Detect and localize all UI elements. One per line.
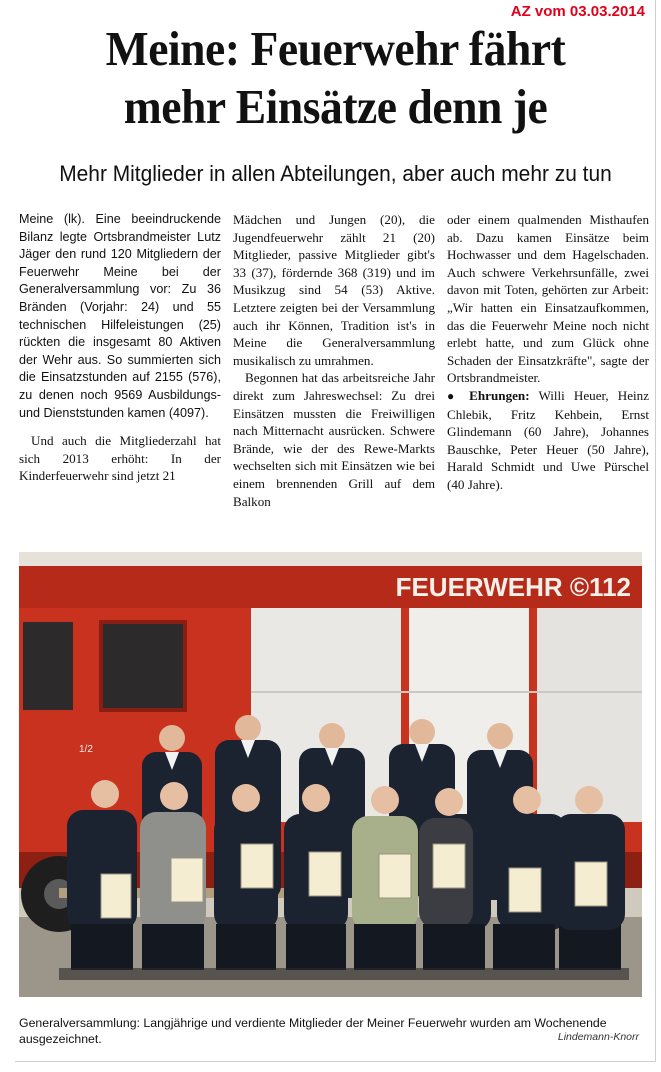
article-column-2: [233, 211, 435, 510]
cab-window-left: [23, 622, 73, 710]
photo-credit: Lindemann-Knorr: [557, 1031, 639, 1043]
headline-line-2: mehr Einsätze denn je: [123, 79, 548, 134]
group-photo: [19, 552, 642, 997]
cab-window: [101, 622, 185, 710]
honors-text: Willi Heuer, Heinz Chlebik, Fritz Kehbein, Ernst Glindemann (60 Jahre), Johannes Bauschke, Peter Heuer (50 Jahre), Harald Schmidt und Uwe Pürschel (40 Jahre).: [447, 387, 650, 492]
article-column-3: [447, 211, 649, 494]
paragraph: Mädchen und Jungen (20), die Jugendfeuerwehr zählt 21 (20) Mitglieder, passive Mitglieder gibt's 33 (37), fördernde 368 (319) und im Musikzug sind 54 (53) Aktive. Letztere zeigten bei der Versammlung auch ihr Können, Tradition ist's in Meine die Generalversammlung musikalisch zu umrahmen.: [233, 212, 435, 368]
article-body: [19, 211, 650, 547]
headline-line-1: Meine: Feuerwehr fährt: [105, 21, 566, 76]
honors-paragraph: [447, 387, 649, 494]
article-column-1: [19, 211, 221, 485]
paragraph: Und auch die Mitgliederzahl hat sich 2013 erhöht: In der Kinderfeuerwehr sind jetzt 21: [19, 433, 221, 484]
paragraph: Begonnen hat das arbeitsreiche Jahr direkt zum Jahreswechsel: Zu drei Einsätzen mussten die Freiwilligen nach Mitternacht ausrücken. Schwere Brände, wie der des Rewe-Markts wechselten sich mit Einsätzen wie bei einem brennenden Grill auf dem Balkon: [233, 370, 435, 509]
subheadline: Mehr Mitglieder in allen Abteilungen, aber auch mehr zu tun: [59, 161, 612, 186]
source-label: AZ vom 03.03.2014: [510, 3, 645, 20]
lead-paragraph: Meine (lk). Eine beeindruckende Bilanz legte Ortsbrandmeister Lutz Jäger den rund 120 Mitgliedern der Feuerwehr Meine bei der Generalversammlung vor: Zu 36 Bränden (Vorjahr: 24) und 55 technischen Hilfeleistungen (25) rückten die insgesamt 80 Aktiven der Wehr aus. So summierten sich die Einsatzstunden auf 2155 (576), zu denen noch 9569 Ausbildungs- und Dienststunden kamen (4097).: [19, 212, 221, 420]
group-photo-illustration: [19, 552, 642, 997]
newspaper-clipping: [15, 0, 656, 1062]
front-plate: 1/2: [79, 744, 93, 755]
honors-label: Ehrungen:: [469, 387, 530, 403]
photo-caption: Generalversammlung: Langjährige und verdiente Mitglieder der Meiner Feuerwehr wurden am Wochenende ausgezeichnet.: [19, 1016, 607, 1046]
headline: [37, 20, 633, 136]
bullet-icon: ●: [447, 388, 461, 403]
paragraph: oder einem qualmenden Misthaufen ab. Dazu kamen Einsätze beim Hochwasser und dem Hagelschaden. Auch schwere Verkehrsunfälle, zwei davon mit Toten, gehörten zur Arbeit: „Wir hatten ein Einsatzaufkommen, das die Feuerwehr Meine noch nicht erlebt hatte, und zum Glück ohne Schaden der Einsatzkräfte", sagte der Ortsbrandmeister.: [447, 212, 649, 386]
front-row-legs: [71, 924, 621, 970]
floor-shadow: [59, 968, 629, 980]
truck-lettering: FEUERWEHR ©112: [395, 572, 631, 602]
